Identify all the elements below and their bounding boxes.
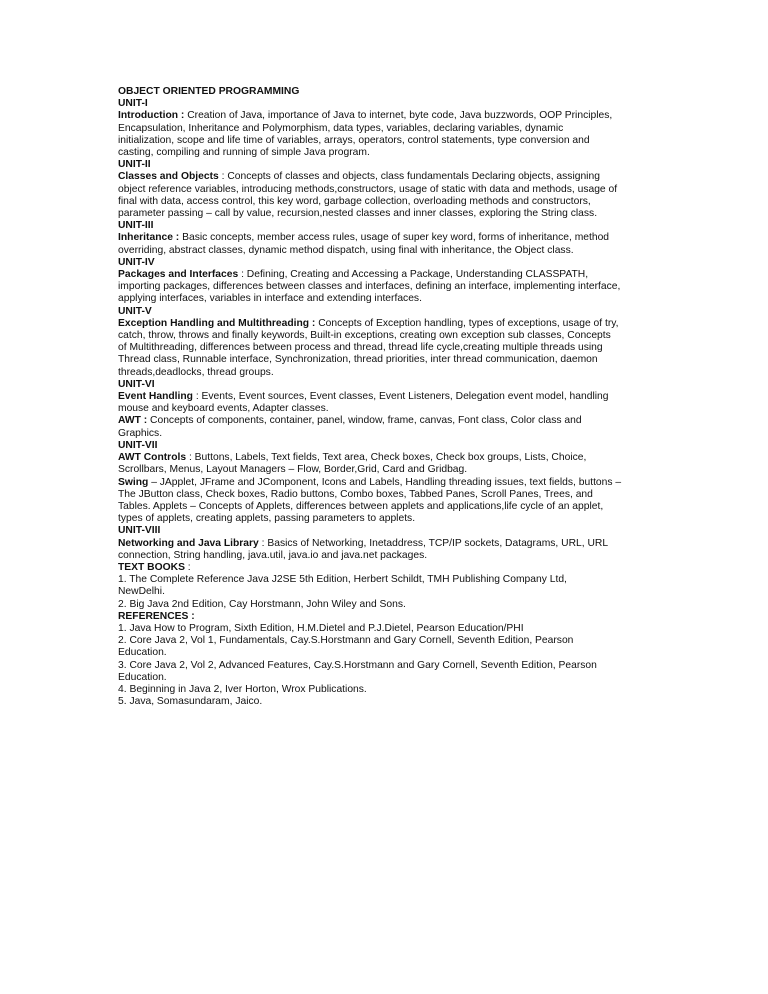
unit-line: of Multithreading, differences between process and thread, thread life cycle,creating multiple threads using xyxy=(118,342,603,354)
unit-line: Thread class, Runnable interface, Synchronization, thread priorities, inter thread communication, daemon xyxy=(118,354,598,366)
topic-label: Classes and Objects xyxy=(118,171,219,183)
text-book-line: 1. The Complete Reference Java J2SE 5th Edition, Herbert Schildt, TMH Publishing Company Ltd, xyxy=(118,574,567,586)
references-heading: REFERENCES : xyxy=(118,610,195,622)
unit-heading: UNIT-VIII xyxy=(118,525,161,537)
unit-line: initialization, scope and life time of variables, arrays, operators, control statements, type conversion and xyxy=(118,134,590,146)
unit-line: parameter passing – call by value, recursion,nested classes and inner classes, exploring the String class. xyxy=(118,208,598,220)
reference-line: 4. Beginning in Java 2, Iver Horton, Wrox Publications. xyxy=(118,683,367,695)
reference-line: 3. Core Java 2, Vol 2, Advanced Features, Cay.S.Horstmann and Gary Cornell, Seventh Edition, Pearson xyxy=(118,659,597,671)
unit-line: Inheritance : Basic concepts, member access rules, usage of super key word, forms of inheritance, method xyxy=(118,232,610,244)
reference-line: 2. Core Java 2, Vol 1, Fundamentals, Cay.S.Horstmann and Gary Cornell, Seventh Edition, Pearson xyxy=(118,635,574,647)
topic-label: Networking and Java Library xyxy=(118,537,259,549)
unit-line: The JButton class, Check boxes, Radio buttons, Combo boxes, Tabbed Panes, Scroll Panes, Trees, and xyxy=(118,488,593,500)
text-book-line: 2. Big Java 2nd Edition, Cay Horstmann, John Wiley and Sons. xyxy=(118,598,406,610)
topic-label: Swing xyxy=(118,476,149,488)
syllabus-document xyxy=(118,86,648,708)
unit-line: Classes and Objects : Concepts of classes and objects, class fundamentals Declaring objects, assigning xyxy=(118,171,600,183)
unit-line: applying interfaces, variables in interface and extending interfaces. xyxy=(118,293,422,305)
unit-line: types of applets, creating applets, passing parameters to applets. xyxy=(118,513,416,525)
unit-line: overriding, abstract classes, dynamic method dispatch, using final with inheritance, the Object class. xyxy=(118,244,574,256)
unit-line: final with data, access control, this key word, garbage collection, overloading methods and constructors, xyxy=(118,195,591,207)
reference-line: Education. xyxy=(118,647,167,659)
unit-line: Networking and Java Library : Basics of Networking, Inetaddress, TCP/IP sockets, Datagrams, URL, URL xyxy=(118,537,609,549)
topic-label: AWT : xyxy=(118,415,148,427)
unit-heading: UNIT-V xyxy=(118,305,152,317)
document-title: OBJECT ORIENTED PROGRAMMING xyxy=(118,86,300,97)
unit-line: Graphics. xyxy=(118,427,163,439)
unit-heading: UNIT-VII xyxy=(118,439,158,451)
unit-line: Exception Handling and Multithreading : Concepts of Exception handling, types of exceptions, usage of try, xyxy=(118,317,619,329)
reference-line: Education. xyxy=(118,671,167,683)
unit-line: connection, String handling, java.util, java.io and java.net packages. xyxy=(118,549,428,561)
unit-heading: UNIT-I xyxy=(118,98,148,110)
unit-line: casting, compiling and running of simple Java program. xyxy=(118,147,370,159)
topic-label: AWT Controls xyxy=(118,452,187,464)
unit-line: catch, throw, throws and finally keywords, Built-in exceptions, creating own exception sub classes, Concepts xyxy=(118,330,611,342)
topic-label: Event Handling xyxy=(118,391,193,403)
unit-line: object reference variables, introducing methods,constructors, usage of static with data and methods, usage of xyxy=(118,183,618,195)
unit-line: AWT Controls : Buttons, Labels, Text fields, Text area, Check boxes, Check box groups, Lists, Choice, xyxy=(118,452,587,464)
topic-label: Inheritance : xyxy=(118,232,180,244)
text-book-line: NewDelhi. xyxy=(118,586,165,598)
unit-line: importing packages, differences between classes and interfaces, defining an interface, implementing interface, xyxy=(118,281,621,293)
unit-line: Encapsulation, Inheritance and Polymorphism, data types, variables, declaring variables, dynamic xyxy=(118,122,564,134)
unit-line: Event Handling : Events, Event sources, Event classes, Event Listeners, Delegation event model, handling xyxy=(118,391,609,403)
unit-line: Scrollbars, Menus, Layout Managers – Flow, Border,Grid, Card and Gridbag. xyxy=(118,464,468,476)
unit-heading: UNIT-VI xyxy=(118,378,155,390)
unit-line: Tables. Applets – Concepts of Applets, differences between applets and applications,life cycle of an applet, xyxy=(118,500,604,512)
unit-heading: UNIT-II xyxy=(118,159,151,171)
unit-line: Packages and Interfaces : Defining, Creating and Accessing a Package, Understanding CLASSPATH, xyxy=(118,269,589,281)
topic-label: Packages and Interfaces xyxy=(118,269,239,281)
text-books-heading: TEXT BOOKS : xyxy=(118,561,191,573)
unit-line: Introduction : Creation of Java, importance of Java to internet, byte code, Java buzzwords, OOP Principles, xyxy=(118,110,613,122)
topic-label: Introduction : xyxy=(118,110,185,122)
topic-label: Exception Handling and Multithreading : xyxy=(118,317,316,329)
reference-line: 5. Java, Somasundaram, Jaico. xyxy=(118,696,263,708)
unit-line: mouse and keyboard events, Adapter classes. xyxy=(118,403,329,415)
unit-line: AWT : Concepts of components, container, panel, window, frame, canvas, Font class, Color class and xyxy=(118,415,582,427)
unit-line: threads,deadlocks, thread groups. xyxy=(118,366,274,378)
unit-line: Swing – JApplet, JFrame and JComponent, Icons and Labels, Handling threading issues, text fields, buttons – xyxy=(118,476,622,488)
unit-heading: UNIT-III xyxy=(118,220,154,232)
reference-line: 1. Java How to Program, Sixth Edition, H.M.Dietel and P.J.Dietel, Pearson Education/PHI xyxy=(118,622,524,634)
unit-heading: UNIT-IV xyxy=(118,256,155,268)
